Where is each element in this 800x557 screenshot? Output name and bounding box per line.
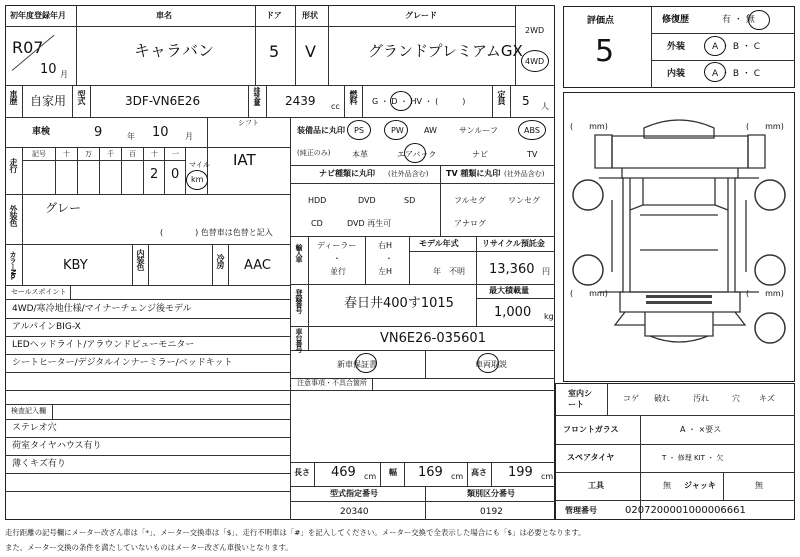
exterior-a-circle <box>704 36 726 56</box>
class-no-label: 類別区分番号 <box>467 489 515 498</box>
usage-label: 車歴 <box>9 90 18 104</box>
inspection-label: 車検 <box>32 127 51 137</box>
inspector-line: ステレオ穴 <box>12 423 57 433</box>
recycle-unit: 円 <box>542 267 550 276</box>
first-reg-month-unit: 月 <box>60 70 68 79</box>
shape-label: 形状 <box>302 11 318 20</box>
diagram-mm-label: ( mm) <box>570 122 608 131</box>
max-load-unit: kg <box>544 312 554 321</box>
class-no: 0192 <box>480 507 503 517</box>
exterior-label: 外装 <box>667 42 686 52</box>
sheet-item: 穴 <box>732 394 740 403</box>
max-load-label: 最大積載量 <box>489 286 529 295</box>
displacement-label: 排気量 <box>253 87 261 105</box>
door-count: 5 <box>269 42 280 61</box>
footer-line-2: また、メーター交換の条件を満たしていないものはメーター改ざん車扱いとなります。 <box>5 543 293 552</box>
inspector-label: 検査記入欄 <box>11 407 46 415</box>
mgmt-label: 管理番号 <box>565 506 597 515</box>
sheet-item: コゲ <box>623 394 639 403</box>
width-unit: cm <box>451 472 464 481</box>
shift-label: シフト <box>238 119 259 127</box>
inspector-line: 荷室タイヤハウス有り <box>12 441 102 451</box>
interior-label: 内装 <box>667 69 686 79</box>
digit-header: 千 <box>107 150 114 158</box>
inspection-month: 10 <box>152 125 169 140</box>
type-no: 20340 <box>340 507 369 517</box>
capacity-unit: 人 <box>541 102 549 111</box>
color-no-label: カラーNo. <box>9 251 17 280</box>
length-label: 長さ <box>294 468 310 477</box>
ac: AAC <box>244 258 271 273</box>
fuel-options: G ・ D ・ HV ・ ( ) <box>372 97 466 106</box>
spare: T ・ 修理 KIT ・ 欠 <box>662 454 724 462</box>
digit-header: 十 <box>63 150 70 158</box>
jack: 無 <box>755 481 763 490</box>
sales-line: アルパインBIG-X <box>12 322 81 332</box>
first-reg-era: R07 <box>12 38 44 57</box>
navi-hdd: HDD <box>308 196 327 205</box>
navi-dvd: DVD <box>358 196 376 205</box>
odometer-digit: 0 <box>171 167 180 182</box>
ac-label: 冷房 <box>216 254 225 268</box>
import-left: 左H <box>378 267 393 276</box>
equip-airbag: エアバック <box>397 150 437 159</box>
sales-point-label: セールスポイント <box>11 288 67 296</box>
equip-ps: PS <box>354 126 364 135</box>
navi-type-sub: (社外品含む) <box>388 170 429 178</box>
capacity-label: 定員 <box>497 90 506 104</box>
sheet-item: キズ <box>759 394 775 403</box>
interior-a-circle <box>704 62 726 82</box>
score-label: 評価点 <box>587 16 615 26</box>
chassis-label: 車台番号 <box>295 328 303 352</box>
inspection-month-unit: 月 <box>185 132 193 141</box>
equip-leather: 本革 <box>352 150 368 159</box>
diagram-mm-label: ( mm) <box>746 122 784 131</box>
tv-type-sub: (社外品含む) <box>504 170 545 178</box>
displacement-unit: cc <box>331 102 340 111</box>
navi-type-label: ナビ種類に丸印 <box>319 169 375 178</box>
equip-pw: PW <box>391 126 404 135</box>
chassis-number: VN6E26-035601 <box>380 331 486 346</box>
registration-number: 春日井400す1015 <box>344 296 454 311</box>
type-no-label: 型式指定番号 <box>330 489 378 498</box>
interior-grades: A ・ B ・ C <box>712 69 761 79</box>
equip-navi: ナビ <box>472 150 488 159</box>
sales-line: LEDヘッドライト/アラウンドビューモニター <box>12 340 195 350</box>
interior-sheet-label: 室内シート <box>568 389 592 409</box>
inspection-year-unit: 年 <box>127 132 135 141</box>
digit-header: 万 <box>85 150 92 158</box>
windshield-label: フロントガラス <box>563 425 619 434</box>
recycle: 13,360 <box>489 262 535 277</box>
import-dealer: ディーラー <box>317 241 357 250</box>
shift: IAT <box>233 151 256 169</box>
height-label: 高さ <box>471 468 487 477</box>
import-parallel: 並行 <box>330 267 346 276</box>
digit-header: 一 <box>172 150 179 158</box>
import-right: 右H <box>378 241 393 250</box>
color-label: 外装色 <box>9 205 18 226</box>
mileage-unit-mile: マイル <box>189 161 210 169</box>
tv-type-label: TV 種類に丸印 <box>446 169 501 178</box>
repair-label: 修復歴 <box>662 15 690 25</box>
equip-aw: AW <box>424 126 437 135</box>
sales-line: シートヒーター/デジタルインナーミラー/ベッドキット <box>12 358 233 368</box>
digit-header: 十 <box>151 150 158 158</box>
mileage-unit-km: km <box>191 175 204 184</box>
equipment-sublabel: (純正のみ) <box>297 149 331 157</box>
diagram-mm-label: ( mm) <box>570 289 608 298</box>
diagram-frame <box>563 92 795 382</box>
inspector-line: 薄くキズ有り <box>12 459 66 469</box>
registration-label: 登録番号 <box>295 289 303 313</box>
shape: V <box>305 42 316 61</box>
equip-sunroof: サンルーフ <box>459 126 498 135</box>
equip-airbag-circle <box>404 143 426 163</box>
height: 199 <box>508 465 533 480</box>
jack-label: ジャッキ <box>684 481 716 490</box>
model-year-label: モデル年式 <box>419 239 459 248</box>
drive-4wd: 4WD <box>525 57 545 66</box>
tools: 無 <box>663 481 671 490</box>
import-sep: ・ <box>385 254 393 263</box>
repair-none-circle <box>748 10 770 30</box>
color-no: KBY <box>63 258 88 273</box>
height-unit: cm <box>541 472 554 481</box>
interior-color-label: 内装色 <box>136 249 145 270</box>
recycle-label: リサイクル預託金 <box>482 239 545 248</box>
fuel-diesel-circle <box>390 91 412 111</box>
displacement: 2439 <box>285 94 316 108</box>
equip-tv: TV <box>527 150 538 159</box>
model-year: 年 不明 <box>433 267 465 276</box>
width: 169 <box>418 465 443 480</box>
capacity: 5 <box>522 94 530 108</box>
model-label: 型式 <box>77 90 86 104</box>
mgmt-number: 0207200001000006661 <box>625 505 746 516</box>
diagram-mm-label: ( mm) <box>746 289 784 298</box>
mileage-label: 走行 <box>9 158 18 172</box>
sheet-item: 汚れ <box>693 394 709 403</box>
color: グレー <box>45 201 82 215</box>
drive-2wd: 2WD <box>525 26 545 35</box>
manual-circle <box>477 353 499 373</box>
sales-line: 4WD/寒冷地仕様/マイナーチェンジ後モデル <box>12 304 192 314</box>
fuel-label: 燃料 <box>349 90 358 104</box>
tv-fullseg: フルセグ <box>454 196 486 205</box>
tv-oneseg: ワンセグ <box>508 196 540 205</box>
import-sep: ・ <box>333 254 341 263</box>
equip-abs: ABS <box>524 126 540 135</box>
import-label: 輸入車 <box>295 244 303 262</box>
manual: 車両取説 <box>475 360 507 369</box>
navi-dvd-play: DVD 再生可 <box>347 219 392 228</box>
odometer-digit: 2 <box>150 167 159 182</box>
km-circle <box>186 170 208 190</box>
sheet-item: 破れ <box>654 394 670 403</box>
tools-label: 工具 <box>588 481 604 490</box>
door-label: ドア <box>266 11 282 20</box>
score-value: 5 <box>595 34 615 69</box>
max-load: 1,000 <box>494 305 532 320</box>
model: 3DF-VN6E26 <box>125 94 201 108</box>
grade: グランドプレミアムGX <box>368 42 523 60</box>
inspection-year: 9 <box>94 125 103 140</box>
warranty-book: 新車保証書 <box>337 360 377 369</box>
equip-ps-circle <box>347 120 371 140</box>
first-reg-label: 初年度登録年月 <box>10 11 66 20</box>
car-name: キャラバン <box>134 41 215 60</box>
windshield: A ・ ×要ス <box>680 425 722 434</box>
usage: 自家用 <box>30 94 67 108</box>
first-reg-month: 10 <box>40 62 57 77</box>
tv-analog: アナログ <box>454 219 486 228</box>
width-label: 幅 <box>389 468 397 477</box>
spare-label: スペアタイヤ <box>567 453 615 462</box>
navi-sd: SD <box>404 196 416 205</box>
car-name-label: 車名 <box>156 11 172 20</box>
repair-options: 有 ・ 無 <box>722 15 755 25</box>
exterior-grades: A ・ B ・ C <box>712 42 761 52</box>
navi-cd: CD <box>311 219 323 228</box>
equipment-label: 装備品に丸印 <box>297 126 345 135</box>
length-unit: cm <box>364 472 377 481</box>
length: 469 <box>331 465 356 480</box>
notes-label: 注意事項・不具合箇所 <box>297 379 367 387</box>
digit-header: 百 <box>129 150 136 158</box>
digit-header-code: 記号 <box>32 150 46 158</box>
equip-abs-circle <box>518 120 546 140</box>
grade-label: グレード <box>405 11 437 20</box>
drive-4wd-circle <box>521 50 549 72</box>
color-note: ( ) 色替車は色替と記入 <box>160 228 273 237</box>
equip-pw-circle <box>384 120 408 140</box>
footer-line-1: 走行距離の記号欄にメーター改ざん車は「*」、メーター交換車は「$」、走行不明車は「#」を記入してください。メーター交換で全表示した場合にも「$」は必要となります。 <box>5 528 586 537</box>
warranty-circle <box>355 353 377 373</box>
